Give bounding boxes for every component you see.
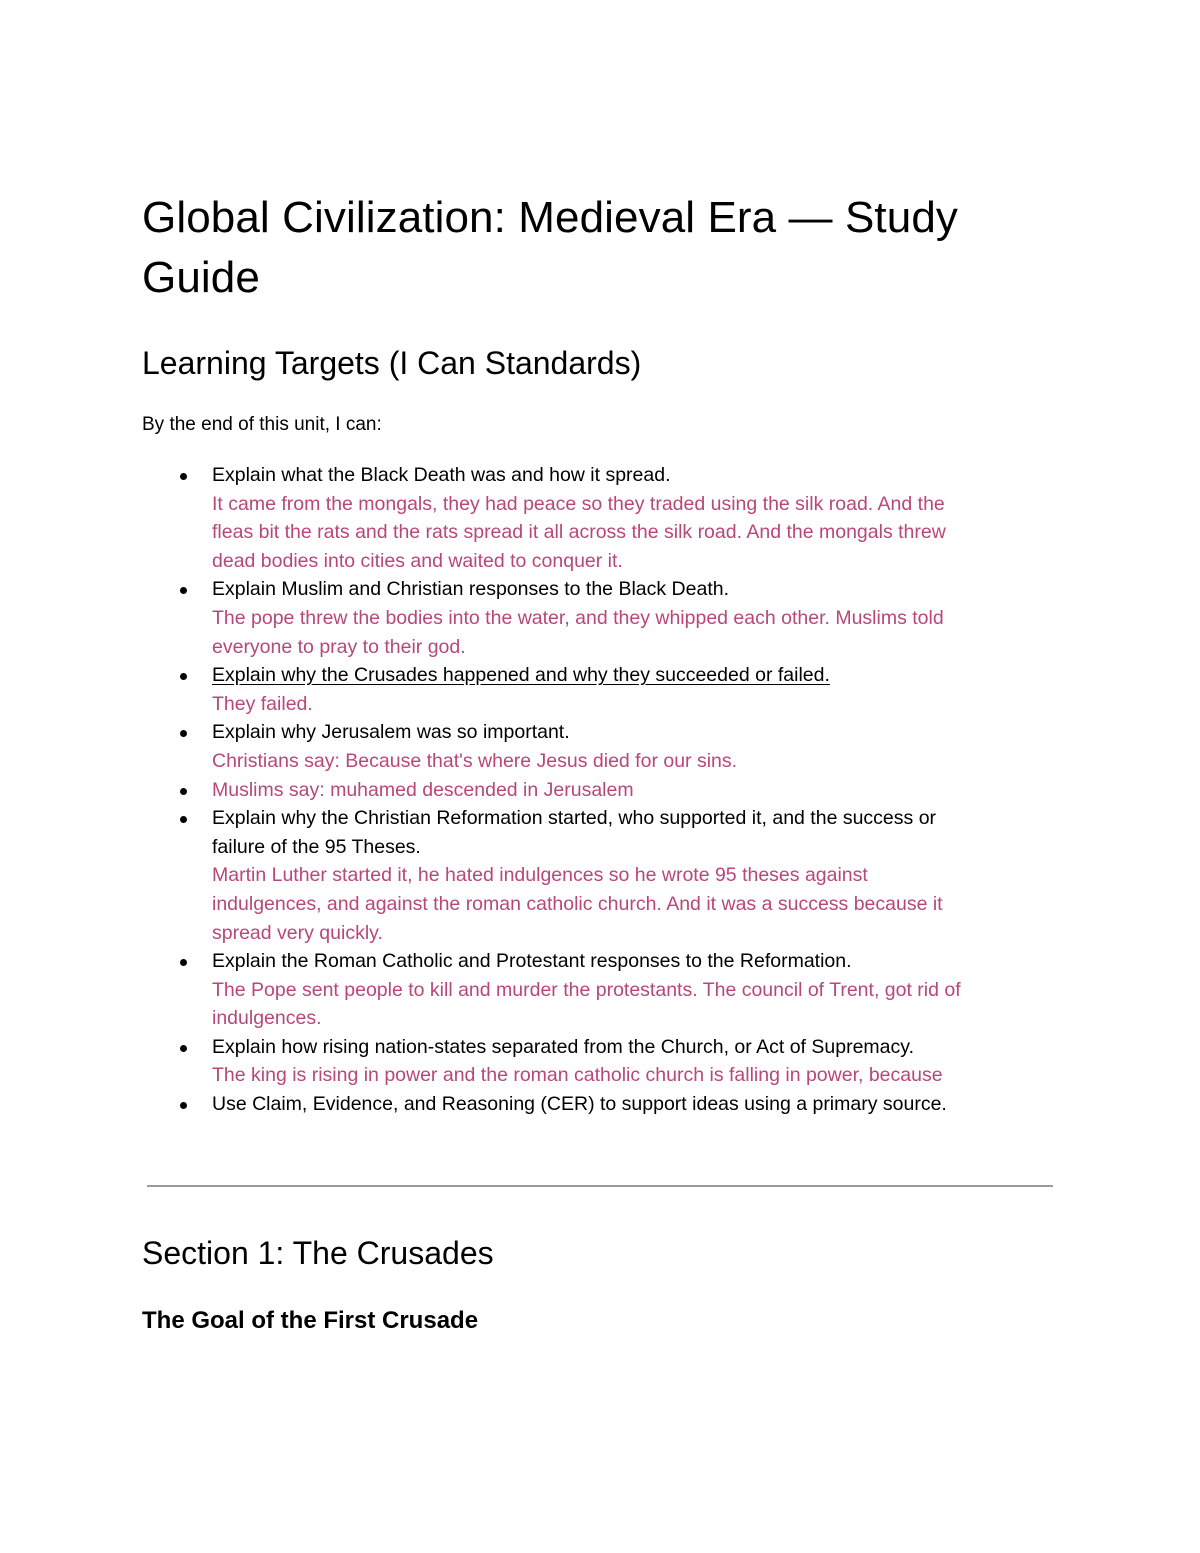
target-answer-line: The pope threw the bodies into the water, and they whipped each other. Muslims told <box>212 606 944 629</box>
target-answer-line: They failed. <box>212 692 313 715</box>
list-item <box>142 661 1057 718</box>
target-answer-line: The king is rising in power and the roman catholic church is falling in power, because <box>212 1064 943 1087</box>
list-item <box>142 1090 1057 1119</box>
learning-targets-intro: By the end of this unit, I can: <box>142 414 382 435</box>
target-prompt: Explain how rising nation-states separated from the Church, or Act of Supremacy. <box>212 1035 914 1058</box>
bullet-icon <box>180 473 187 480</box>
document-title: Global Civilization: Medieval Era — Study Guide <box>142 193 958 302</box>
list-item <box>142 947 1057 1033</box>
learning-targets-heading: Learning Targets (I Can Standards) <box>142 345 642 381</box>
target-answer-line: spread very quickly. <box>212 921 383 944</box>
section-1-heading: Section 1: The Crusades <box>142 1235 494 1271</box>
target-answer-line: dead bodies into cities and waited to conquer it. <box>212 549 623 572</box>
bullet-icon <box>180 587 187 594</box>
target-prompt: Explain Muslim and Christian responses to the Black Death. <box>212 578 729 601</box>
target-answer-line: everyone to pray to their god. <box>212 635 466 658</box>
bullet-icon <box>180 959 187 966</box>
bullet-icon <box>180 1102 187 1109</box>
learning-targets-list <box>142 461 1057 1119</box>
section-1-subheading: The Goal of the First Crusade <box>142 1307 479 1334</box>
target-prompt: Explain why Jerusalem was so important. <box>212 721 570 744</box>
bullet-icon <box>180 673 187 680</box>
list-item <box>142 776 1057 805</box>
bullet-icon <box>180 788 187 795</box>
target-answer-line: The Pope sent people to kill and murder the protestants. The council of Trent, got rid of <box>212 978 961 1001</box>
list-item <box>142 804 1057 947</box>
list-item <box>142 461 1057 575</box>
list-item <box>142 575 1057 661</box>
target-answer-line: fleas bit the rats and the rats spread it all across the silk road. And the mongals threw <box>212 521 946 544</box>
target-answer-line: Muslims say: muhamed descended in Jerusalem <box>212 778 634 801</box>
target-prompt: Use Claim, Evidence, and Reasoning (CER) to support ideas using a primary source. <box>212 1093 947 1116</box>
target-answer-line: Christians say: Because that's where Jesus died for our sins. <box>212 749 738 772</box>
target-answer-line: indulgences. <box>212 1007 322 1030</box>
bullet-icon <box>180 730 187 737</box>
bullet-icon <box>180 816 187 823</box>
target-prompt: Explain what the Black Death was and how it spread. <box>212 464 671 486</box>
target-prompt-line: failure of the 95 Theses. <box>212 835 421 858</box>
target-prompt: Explain why the Crusades happened and why they succeeded or failed. <box>212 664 830 687</box>
bullet-icon <box>180 1045 187 1052</box>
horizontal-divider <box>147 1185 1053 1187</box>
target-prompt: Explain the Roman Catholic and Protestant responses to the Reformation. <box>212 950 852 973</box>
target-answer-line: It came from the mongals, they had peace so they traded using the silk road. And the <box>212 492 945 515</box>
list-item <box>142 1033 1057 1090</box>
target-answer-line: indulgences, and against the roman catholic church. And it was a success because it <box>212 892 943 915</box>
list-item <box>142 718 1057 775</box>
target-prompt-line: Explain why the Christian Reformation started, who supported it, and the success or <box>212 807 937 830</box>
target-answer-line: Martin Luther started it, he hated indulgences so he wrote 95 theses against <box>212 864 868 887</box>
